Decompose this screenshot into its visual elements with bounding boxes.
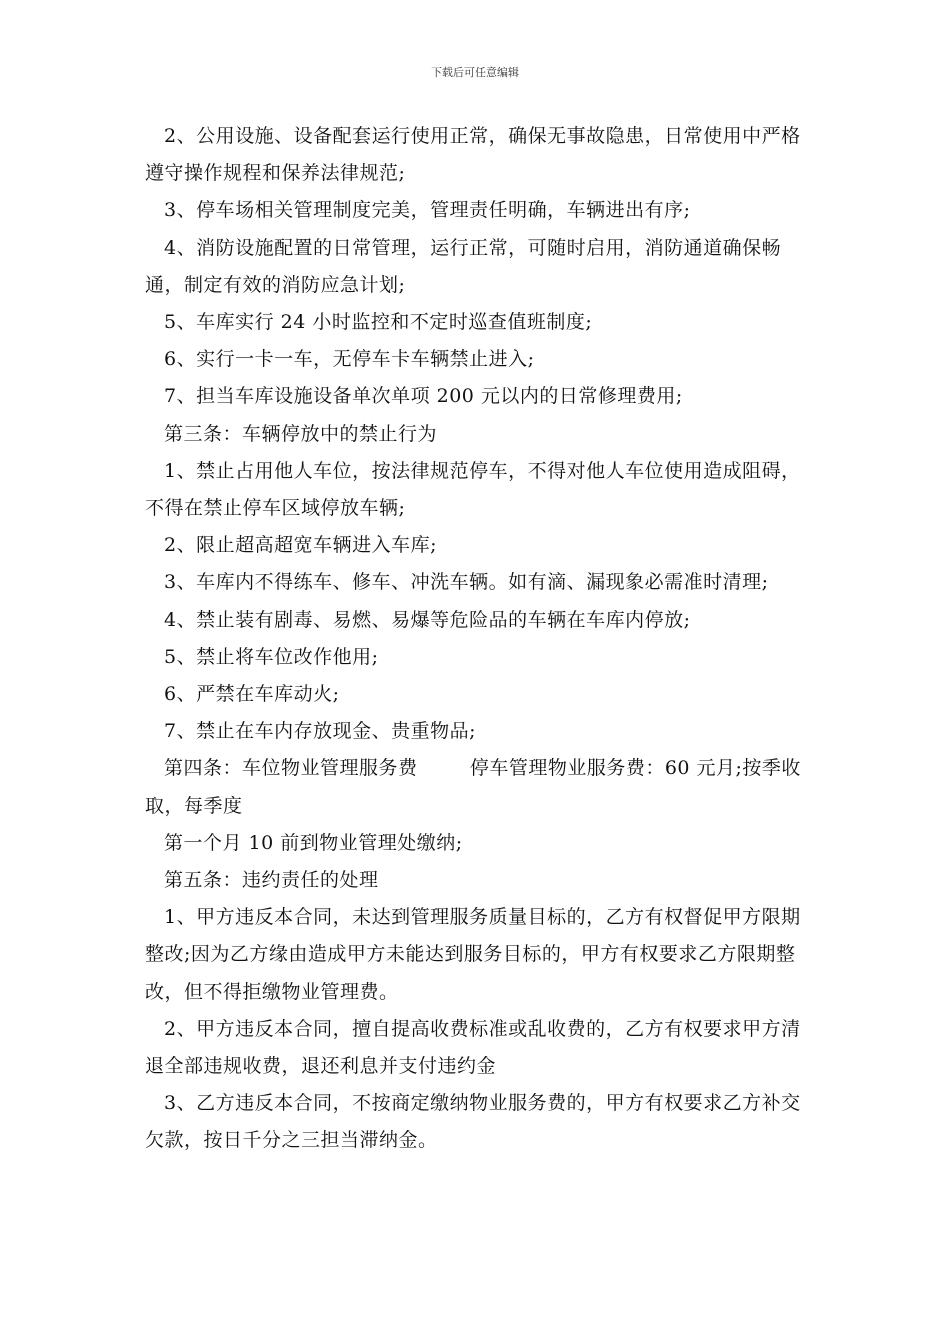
paragraph-fire-safety: 4、消防设施配置的日常管理，运行正常，可随时启用，消防通道确保畅通，制定有效的消防应急计划; [145, 236, 782, 296]
paragraph-prohibit-occupying: 1、禁止占用他人车位，按法律规范停车，不得对他人车位使用造成阻碍，不得在禁止停车区域停放车辆; [145, 459, 801, 520]
paragraph-repair-costs: 7、担当车库设施设备单次单项 200 元以内的日常修理费用; [164, 385, 683, 408]
paragraph-party-a-breach-fees: 2、甲方违反本合同，擅自提高收费标准或乱收费的，乙方有权要求甲方清退全部违规收费，退还利息并支付违约金 [145, 1017, 801, 1078]
article-5-heading: 第五条：违约责任的处理 [164, 869, 379, 892]
paragraph-no-repurpose: 5、禁止将车位改作他用; [164, 645, 379, 668]
article-4-heading: 第四条：车位物业管理服务费 停车管理物业服务费：60 元月;按季收取，每季度 [145, 757, 801, 817]
paragraph-payment-deadline: 第一个月 10 前到物业管理处缴纳; [164, 831, 463, 854]
paragraph-hazardous-goods: 4、禁止装有剧毒、易燃、易爆等危险品的车辆在车库内停放; [164, 608, 691, 631]
paragraph-party-a-breach-quality: 1、甲方违反本合同，未达到管理服务质量目标的，乙方有权督促甲方限期整改;因为乙方缘由造成甲方未能达到服务目标的，甲方有权要求乙方限期整改，但不得拒缴物业管理费。 [145, 906, 801, 1003]
paragraph-party-b-breach: 3、乙方违反本合同，不按商定缴纳物业服务费的，甲方有权要求乙方补交欠款，按日千分之三担当滞纳金。 [145, 1092, 801, 1152]
paragraph-parking-rules: 3、停车场相关管理制度完美，管理责任明确，车辆进出有序; [164, 199, 691, 222]
article-3-heading: 第三条：车辆停放中的禁止行为 [164, 422, 438, 445]
paragraph-facility-operation: 2、公用设施、设备配套运行使用正常，确保无事故隐患，日常使用中严格遵守操作规程和保养法律规范; [145, 125, 801, 185]
paragraph-one-card-one-car: 6、实行一卡一车，无停车卡车辆禁止进入; [164, 348, 535, 371]
paragraph-oversize-vehicles: 2、限止超高超宽车辆进入车库; [164, 534, 437, 557]
paragraph-no-valuables: 7、禁止在车内存放现金、贵重物品; [164, 720, 476, 743]
paragraph-monitoring: 5、车库实行 24 小时监控和不定时巡查值班制度; [164, 311, 593, 334]
paragraph-no-washing: 3、车库内不得练车、修车、冲洗车辆。如有滴、漏现象必需准时清理; [164, 571, 769, 594]
paragraph-no-fire: 6、严禁在车库动火; [164, 683, 340, 706]
header-note: 下载后可任意编辑 [431, 66, 519, 79]
document-body [145, 118, 810, 1160]
